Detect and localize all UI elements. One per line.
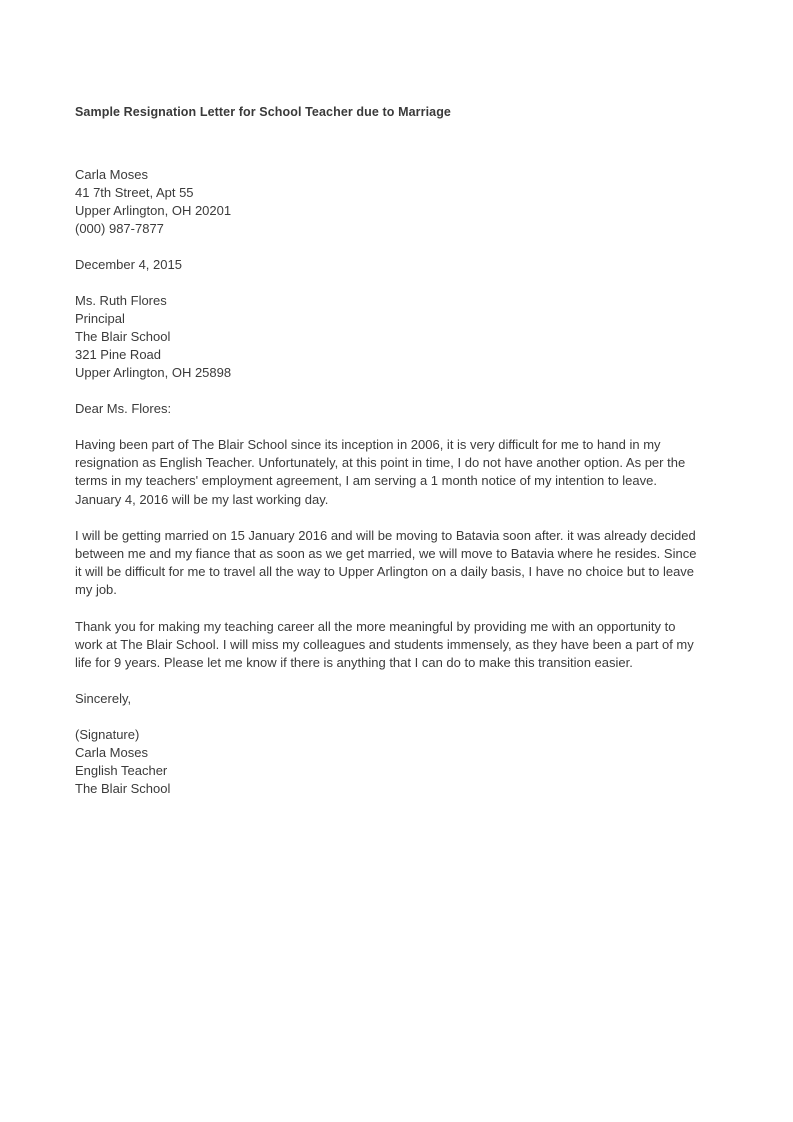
signature-block <box>75 726 700 798</box>
signature-name: Carla Moses <box>75 745 148 761</box>
signature-organization: The Blair School <box>75 781 171 797</box>
recipient-address-block <box>75 292 700 382</box>
closing-block <box>75 690 700 708</box>
page-title: Sample Resignation Letter for School Teacher due to Marriage <box>75 105 451 119</box>
recipient-name: Ms. Ruth Flores <box>75 293 167 308</box>
sender-name: Carla Moses <box>75 167 148 182</box>
sender-address-block <box>75 166 700 238</box>
body-paragraph-1: Having been part of The Blair School since its inception in 2006, it is very difficult for me to hand in my resignation as English Teacher. Unfortunately, at this point in time, I do not have another option. As per the terms in my teachers' employment agreement, I am serving a 1 month notice of my intention to leave. January 4, 2016 will be my last working day. <box>75 437 686 507</box>
letter-date-block <box>75 256 700 274</box>
signature-job-title: English Teacher <box>75 763 168 779</box>
salutation-text: Dear Ms. Flores: <box>75 401 172 416</box>
body-paragraph-3: Thank you for making my teaching career all the more meaningful by providing me with an opportunity to work at The Blair School. I will miss my colleagues and students immensely, as they have been a part of my life for 9 years. Please let me know if there is anything that I can do to make this transition easier. <box>75 618 694 671</box>
sender-street: 41 7th Street, Apt 55 <box>75 185 194 200</box>
recipient-city-state-zip: Upper Arlington, OH 25898 <box>75 365 232 380</box>
body-paragraph-2: I will be getting married on 15 January 2016 and will be moving to Batavia soon after. it was already decided between me and my fiance that as soon as we get married, we will move to Batavia where he resides. Since it will be difficult for me to travel all the way to Upper Arlington on a daily basis, I have no choice but to leave my job. <box>75 527 697 598</box>
letter-date: December 4, 2015 <box>75 257 182 272</box>
recipient-job-title: Principal <box>75 311 125 326</box>
sender-city-state-zip: Upper Arlington, OH 20201 <box>75 203 232 218</box>
recipient-street: 321 Pine Road <box>75 347 162 362</box>
closing-text: Sincerely, <box>75 691 132 707</box>
signature-placeholder: (Signature) <box>75 727 140 743</box>
salutation-block <box>75 400 700 418</box>
recipient-organization: The Blair School <box>75 329 171 344</box>
sender-phone: (000) 987-7877 <box>75 221 164 236</box>
